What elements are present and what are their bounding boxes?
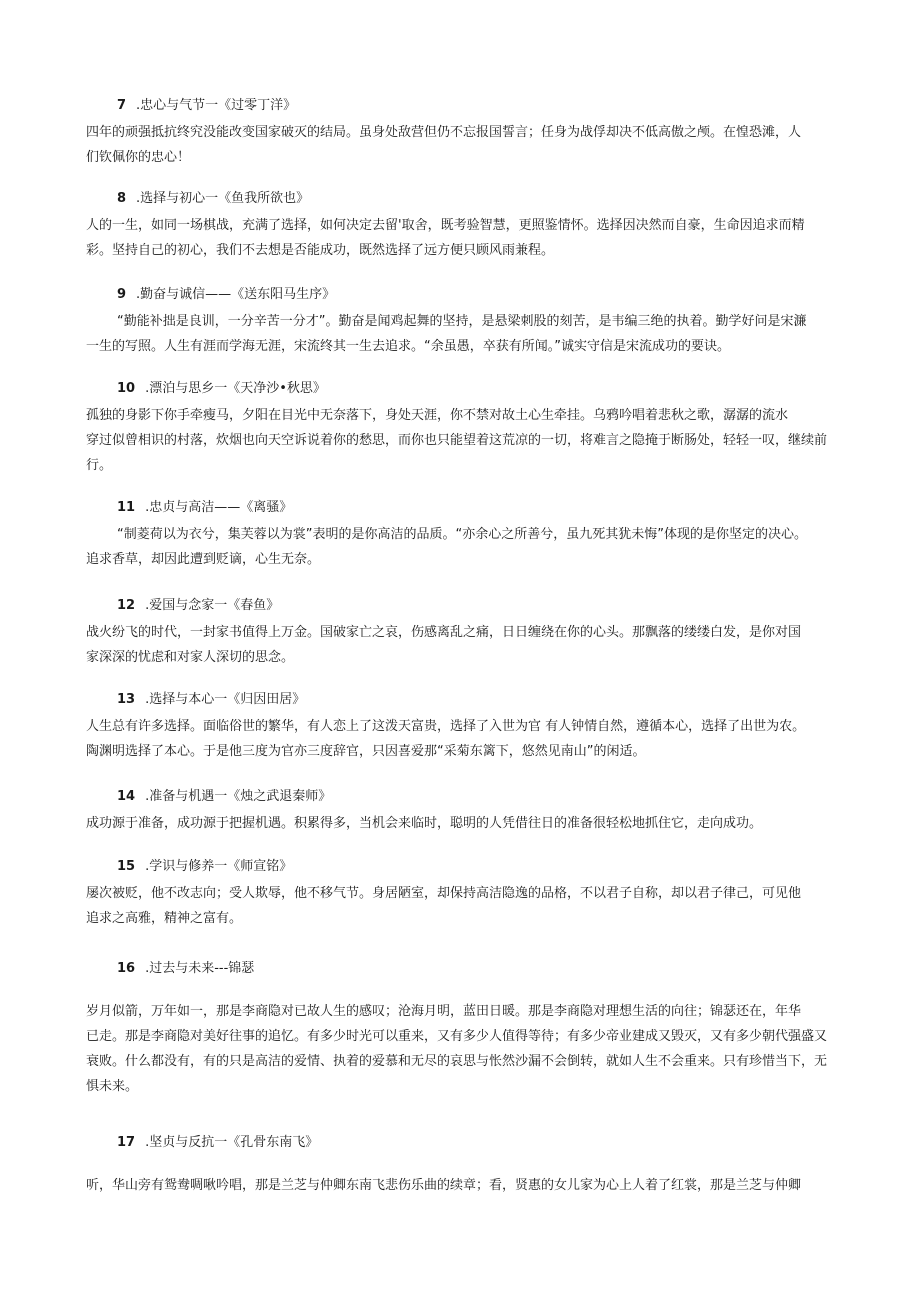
section-heading bbox=[117, 96, 846, 116]
section-heading bbox=[117, 1133, 846, 1153]
section-number: 10 bbox=[117, 381, 136, 396]
section-body: “制菱荷以为衣兮，集芙蓉以为裳”表明的是你高洁的品质。“亦余心之所善兮，虽九死其犹未悔”体现的是你坚定的决心。 追求香草，却因此遭到贬谪，心生无奈。 bbox=[86, 527, 807, 567]
section-body: “勤能补拙是良训，一分辛苦一分才”。勤奋是闻鸡起舞的坚持，是悬梁刺股的刻苦，是韦编三绝的执着。勤学好问是宋濂 一生的写照。人生有涯而学海无涯，宋流终其一生去追求。“余虽愚，卒获有所闻。”诚实守信是宋流成功的要诀。 bbox=[86, 314, 807, 354]
section-number: 15 bbox=[117, 859, 136, 874]
section-number: 12 bbox=[117, 598, 136, 613]
section-17 bbox=[86, 1133, 846, 1198]
section-number: 17 bbox=[117, 1135, 136, 1150]
section-heading bbox=[117, 285, 846, 305]
section-number: 16 bbox=[117, 961, 136, 976]
section-body: 听，华山旁有鸳鸯啁啾吟唱，那是兰芝与仲卿东南飞悲伤乐曲的续章；看，贤惠的女儿家为心上人着了红裳，那是兰芝与仲卿 bbox=[86, 1178, 802, 1193]
section-title: .坚贞与反抗一《孔骨东南飞》 bbox=[145, 1135, 319, 1150]
section-heading bbox=[117, 379, 846, 399]
section-8 bbox=[86, 189, 846, 263]
section-title: .选择与本心一《归因田居》 bbox=[145, 692, 306, 707]
section-number: 7 bbox=[117, 98, 127, 113]
section-16 bbox=[86, 959, 846, 1099]
section-title: .勤奋与诚信——《送东阳马生序》 bbox=[136, 287, 336, 302]
section-title: .忠心与气节一《过零丁洋》 bbox=[136, 98, 297, 113]
section-body: 人的一生，如同一场棋战，充满了选择，如何决定去留'取舍，既考验智慧，更照鉴情怀。选择因决然而自豪，生命因追求而精 彩。坚持自己的初心，我们不去想是否能成功，既然选择了远方便只顾风雨兼程。 bbox=[86, 218, 805, 258]
section-7 bbox=[86, 96, 846, 170]
section-heading bbox=[117, 959, 846, 979]
section-body: 屡次被贬，他不改志向；受人欺辱，他不移气节。身居陋室，却保持高洁隐逸的品格，不以君子自称，却以君子律己，可见他 追求之高雅，精神之富有。 bbox=[86, 886, 802, 926]
section-10 bbox=[86, 379, 846, 478]
section-number: 14 bbox=[117, 789, 136, 804]
section-number: 13 bbox=[117, 692, 136, 707]
section-9 bbox=[86, 285, 846, 359]
section-heading bbox=[117, 498, 846, 518]
section-body: 孤独的身影下你手牵瘦马，夕阳在目光中无奈落下，身处天涯，你不禁对故土心生牵挂。乌鸦吟唱着悲秋之歌，潺潺的流水 穿过似曾相识的村落，炊烟也向天空诉说着你的愁思，而你也只能望着这荒凉的一切，将难言之隐掩于断肠处，轻轻一叹，继续前 行。 bbox=[86, 408, 828, 473]
section-heading bbox=[117, 787, 846, 807]
section-heading bbox=[117, 690, 846, 710]
section-title: .学识与修养一《师宣铭》 bbox=[145, 859, 293, 874]
section-title: .爱国与念家一《春鱼》 bbox=[145, 598, 280, 613]
section-heading bbox=[117, 596, 846, 616]
section-heading bbox=[117, 857, 846, 877]
section-title: .选择与初心一《鱼我所欲也》 bbox=[136, 191, 310, 206]
section-number: 9 bbox=[117, 287, 127, 302]
section-number: 8 bbox=[117, 191, 127, 206]
section-11 bbox=[86, 498, 846, 572]
section-title: .过去与未来---锦瑟 bbox=[145, 961, 255, 976]
section-title: .漂泊与思乡一《天净沙•秋思》 bbox=[145, 381, 326, 396]
section-body: 成功源于准备，成功源于把握机遇。积累得多，当机会来临时，聪明的人凭借往日的准备很轻松地抓住它，走向成功。 bbox=[86, 816, 763, 831]
section-12 bbox=[86, 596, 846, 670]
section-number: 11 bbox=[117, 500, 136, 515]
section-title: .准备与机遇一《烛之武退秦师》 bbox=[145, 789, 332, 804]
section-title: .忠贞与高洁——《离骚》 bbox=[145, 500, 293, 515]
section-body: 战火纷飞的时代，一封家书值得上万金。国破家亡之哀，伤感离乱之痛，日日缠绕在你的心头。那飘落的缕缕白发，是你对国 家深深的忧虑和对家人深切的思念。 bbox=[86, 625, 802, 665]
section-body: 四年的顽强抵抗终究没能改变国家破灭的结局。虽身处敌营但仍不忘报国誓言；任身为战俘却决不低高傲之颅。在惶恐滩，人 们钦佩你的忠心！ bbox=[86, 125, 802, 165]
section-body: 岁月似箭，万年如一，那是李商隐对已故人生的感叹；沧海月明，蓝田日暖。那是李商隐对理想生活的向往；锦瑟还在，年华 已走。那是李商隐对美好往事的追忆。有多少时光可以重来，又有多少人值得等待；有多少帝业建成又毁灭，又有多少朝代强盛又 衰败。什么都没有，有的只是高洁的爱情、执着的爱慕和无尽的哀思与怅然沙漏不会倒转，就如人生不会重来。只有珍惜当下，无 惧未来。 bbox=[86, 1004, 828, 1094]
section-13 bbox=[86, 690, 846, 764]
section-heading bbox=[117, 189, 846, 209]
section-15 bbox=[86, 857, 846, 931]
section-14 bbox=[86, 787, 846, 836]
section-body: 人生总有许多选择。面临俗世的繁华，有人恋上了这泼天富贵，选择了入世为官 有人钟情自然，遵循本心，选择了出世为农。 陶渊明选择了本心。于是他三度为官亦三度辞官，只因喜爱那“采菊东篱下，悠然见南山”的闲适。 bbox=[86, 719, 806, 759]
